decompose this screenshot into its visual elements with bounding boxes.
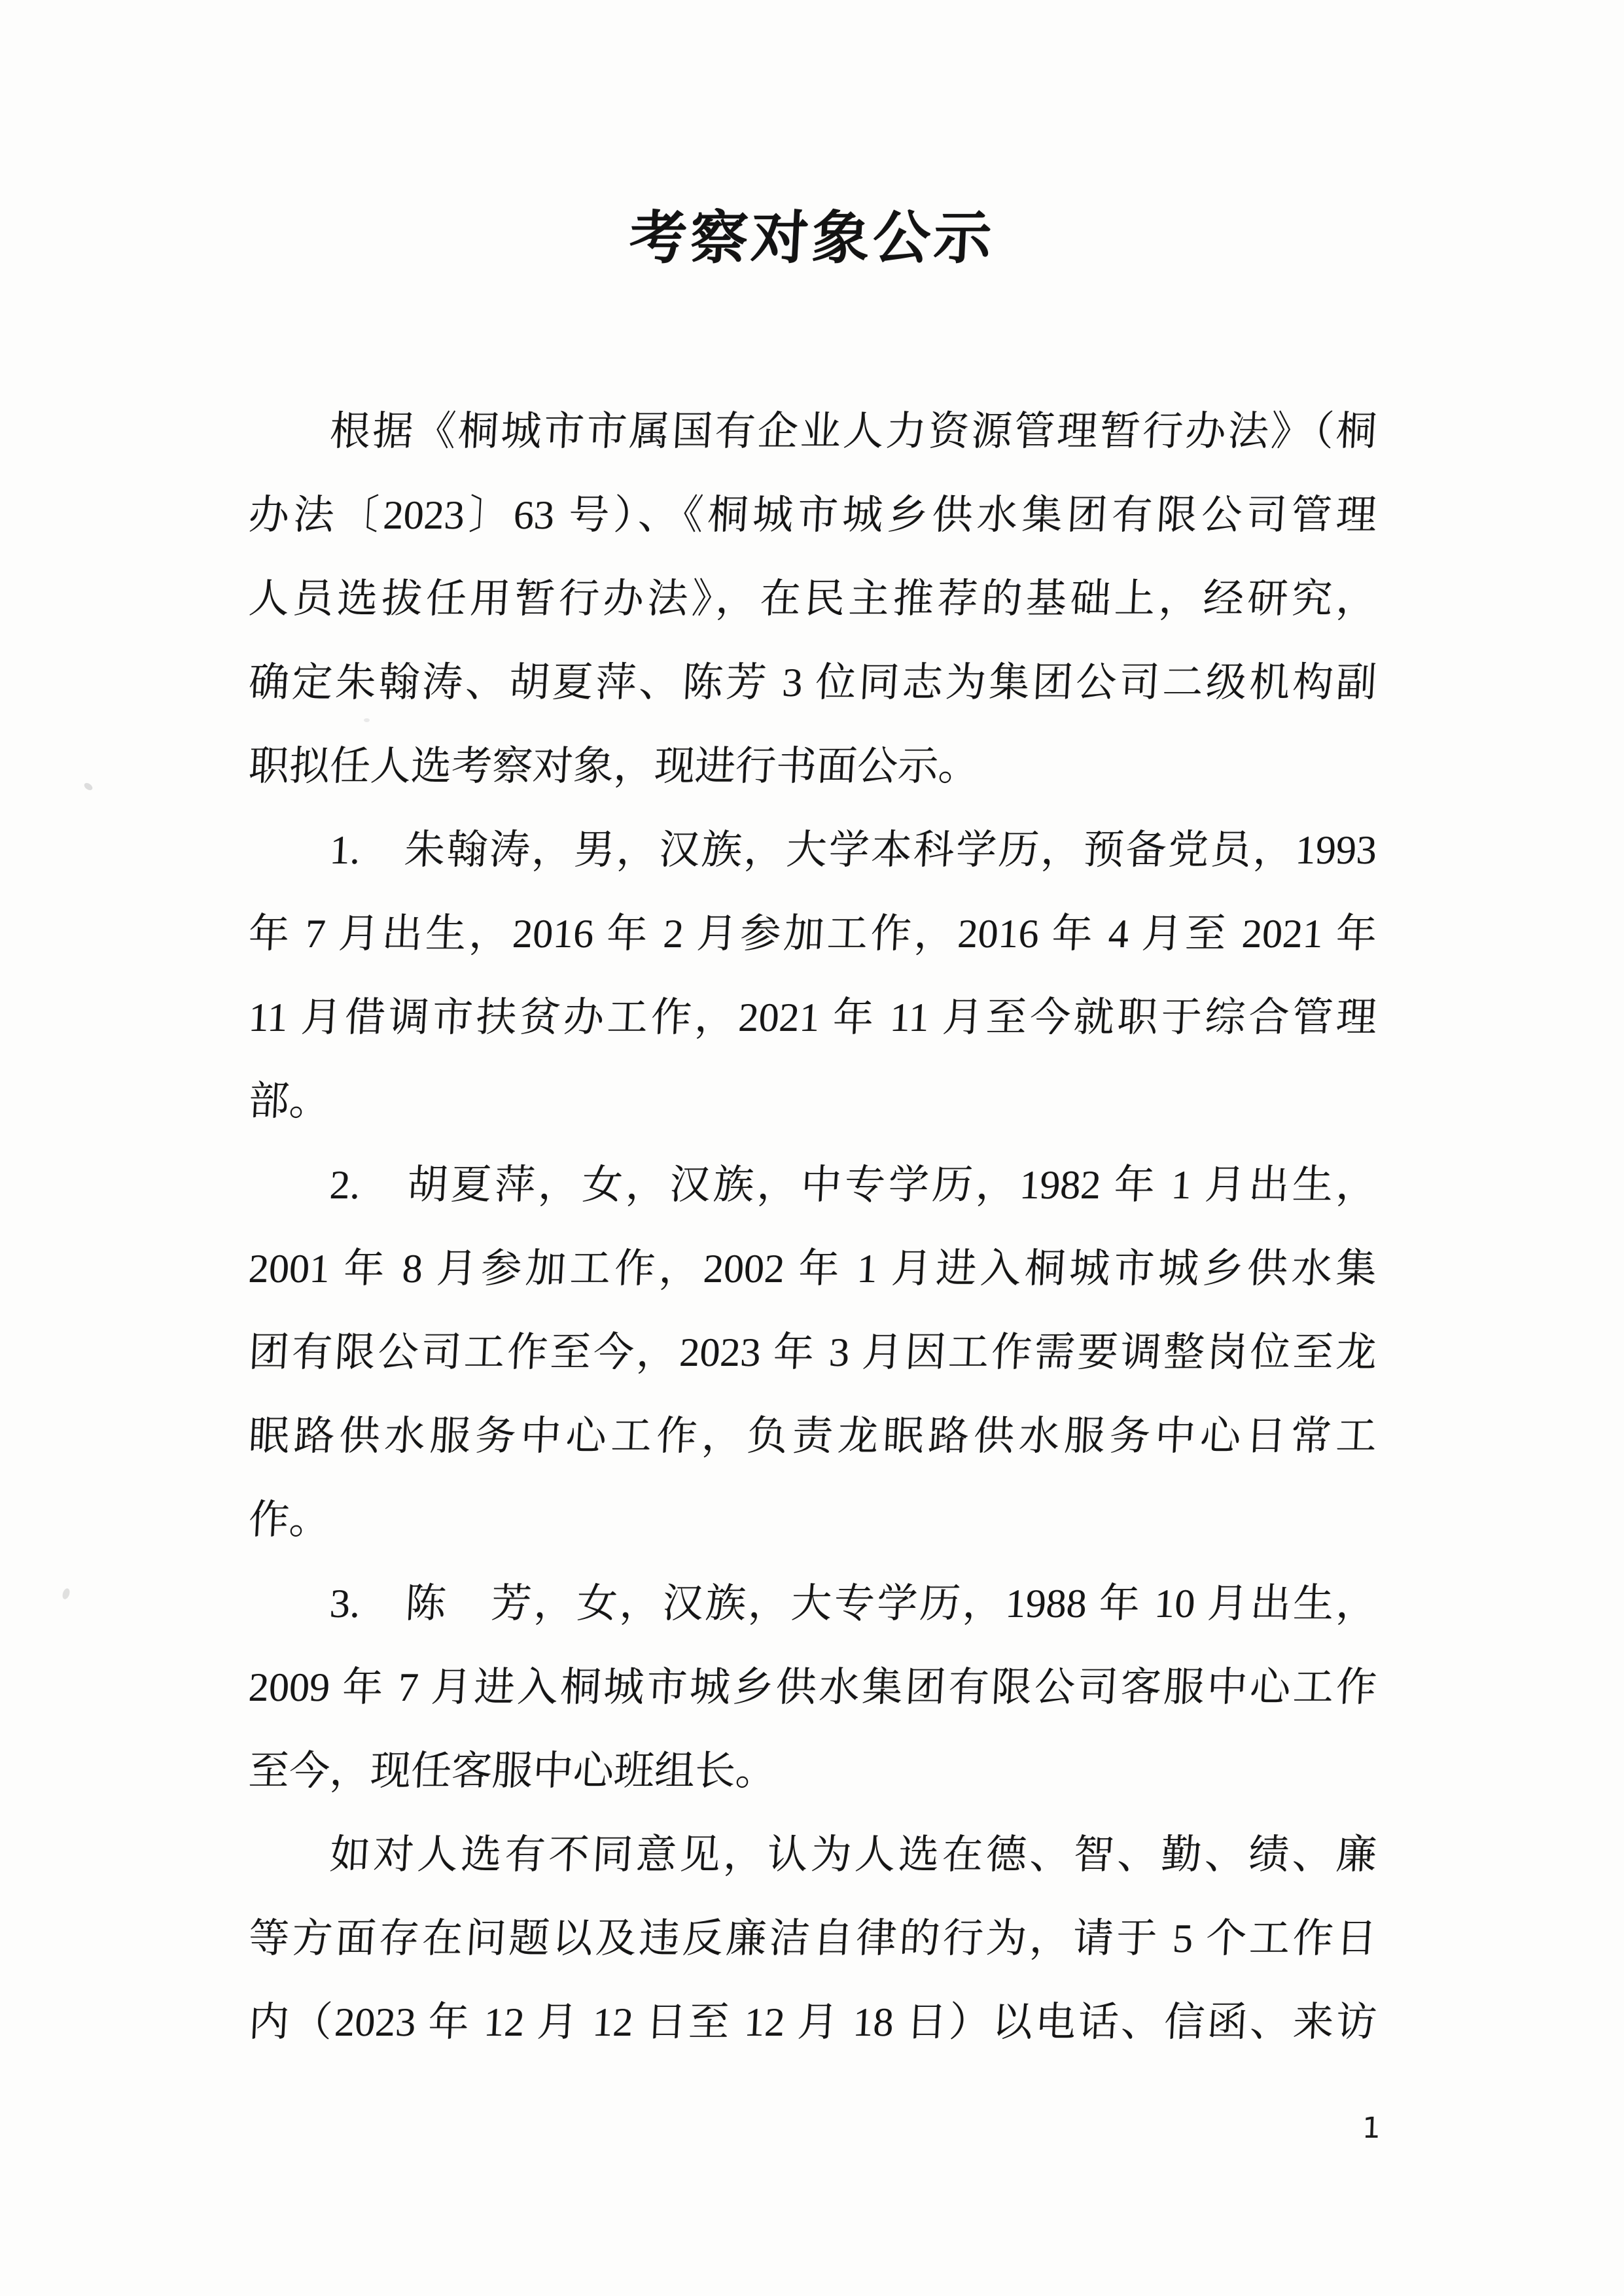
text-line: 部。 (247, 1079, 331, 1124)
text-line: 内（2023 年 12 月 12 日至 12 月 18 日）以电话、信函、来访 (247, 2000, 1378, 2045)
text-line: 2. 胡夏萍，女，汉族，中专学历，1982 年 1 月出生， (328, 1163, 1378, 1208)
text-line: 2001 年 8 月参加工作，2002 年 1 月进入桐城市城乡供水集 (247, 1247, 1378, 1291)
text-line: 确定朱翰涛、胡夏萍、陈芳 3 位同志为集团公司二级机构副 (247, 661, 1378, 705)
document-body (249, 390, 1377, 2064)
text-line: 2009 年 7 月进入桐城市城乡供水集团有限公司客服中心工作 (247, 1665, 1378, 1710)
scan-speck (62, 1588, 71, 1600)
text-line: 年 7 月出生，2016 年 2 月参加工作，2016 年 4 月至 2021 年 (247, 912, 1378, 956)
text-line: 眠路供水服务中心工作，负责龙眠路供水服务中心日常工 (247, 1414, 1378, 1459)
text-line: 3. 陈 芳，女，汉族，大专学历，1988 年 10 月出生， (328, 1582, 1378, 1626)
text-line: 1. 朱翰涛，男，汉族，大学本科学历，预备党员，1993 (328, 828, 1378, 873)
text-line: 根据《桐城市市属国有企业人力资源管理暂行办法》（桐 (328, 409, 1378, 454)
text-line: 办法〔2023〕63 号）、《桐城市城乡供水集团有限公司管理 (247, 493, 1378, 538)
text-line: 职拟任人选考察对象，现进行书面公示。 (247, 744, 980, 789)
scan-speck (364, 718, 370, 722)
text-line: 团有限公司工作至今，2023 年 3 月因工作需要调整岗位至龙 (247, 1331, 1378, 1375)
document-title: 考察对象公示 (627, 207, 997, 271)
text-line: 至今，现任客服中心班组长。 (247, 1749, 777, 1794)
text-line: 11 月借调市扶贫办工作，2021 年 11 月至今就职于综合管理 (247, 996, 1378, 1040)
text-line: 作。 (247, 1498, 331, 1542)
page-number: 1 (1362, 2112, 1381, 2145)
text-line: 等方面存在问题以及违反廉洁自律的行为，请于 5 个工作日 (247, 1917, 1378, 1961)
text-line: 如对人选有不同意见，认为人选在德、智、勤、绩、廉 (328, 1833, 1378, 1877)
scan-speck (83, 782, 94, 791)
text-line: 人员选拔任用暂行办法》，在民主推荐的基础上，经研究， (247, 577, 1378, 621)
